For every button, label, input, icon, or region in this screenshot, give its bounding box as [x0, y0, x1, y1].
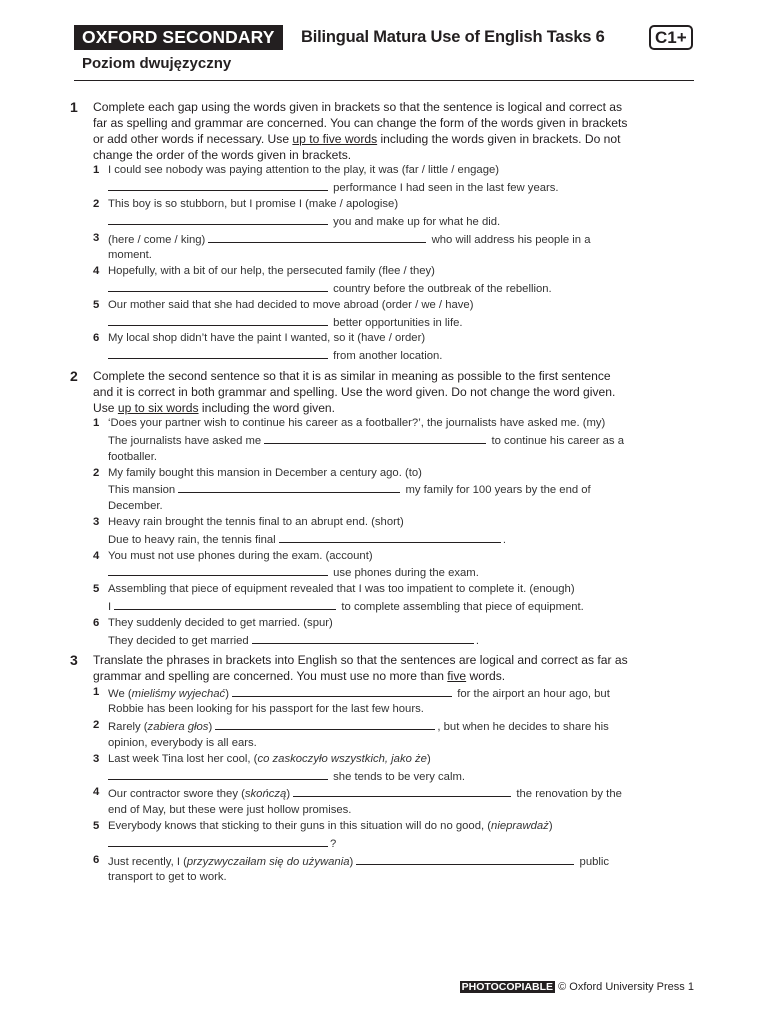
answer-gap[interactable]	[232, 685, 452, 697]
list-item: 5 Our mother said that she had decided to move abroad (order / we / have) better opportunities in life.	[93, 298, 474, 329]
task-instructions: Complete the second sentence so that it is as similar in meaning as possible to the first sentence and it is correct in both grammar and spelling. Use the word given. Do not change the word given. Use up to six words including the word given.	[93, 368, 616, 416]
page-footer	[460, 981, 694, 993]
list-item: 1 We (mieliśmy wyjechać) for the airport an hour ago, but Robbie has been looking for his passport for the last few hours.	[93, 685, 610, 716]
task-instructions: Translate the phrases in brackets into English so that the sentences are logical and correct as far as grammar and spelling are concerned. You must use no more than five words.	[93, 653, 628, 684]
answer-gap[interactable]	[279, 531, 501, 543]
answer-gap[interactable]	[108, 280, 328, 292]
answer-gap[interactable]	[108, 564, 328, 576]
level-badge: C1+	[649, 25, 693, 50]
list-item: 5 Everybody knows that sticking to their guns in this situation will do no good, (nieprawdaż) ?	[93, 819, 553, 850]
list-item: 6 My local shop didn’t have the paint I wanted, so it (have / order) from another location.	[93, 332, 443, 363]
item-list	[93, 685, 630, 887]
worksheet-content	[70, 99, 630, 886]
series-title: Bilingual Matura Use of English Tasks 6	[301, 28, 605, 46]
task-1	[70, 99, 630, 365]
list-item: 2 Rarely (zabiera głos) , but when he decides to share his opinion, everybody is all ears.	[93, 719, 609, 749]
answer-gap[interactable]	[252, 632, 474, 644]
list-item: 4 Our contractor swore they (skończą) the renovation by the end of May, but these were just hollow promises.	[93, 786, 622, 817]
task-number: 1	[70, 99, 78, 115]
list-item: 6 Just recently, I (przyzwyczaiłam się do używania) public transport to get to work.	[93, 853, 610, 884]
answer-gap[interactable]	[108, 179, 328, 191]
page-header	[74, 25, 694, 52]
answer-gap[interactable]	[108, 835, 328, 847]
answer-gap[interactable]	[108, 347, 328, 359]
answer-gap[interactable]	[108, 314, 328, 326]
task-number: 3	[70, 652, 78, 669]
list-item: 2 My family bought this mansion in December a century ago. (to) This mansion my family for 100 years by the end of December.	[93, 466, 591, 513]
page-number: 1	[687, 981, 694, 993]
item-list	[93, 163, 630, 365]
list-item: 6 They suddenly decided to get married. (spur) They decided to get married .	[93, 616, 479, 647]
photocopiable-badge: PHOTOCOPIABLE	[461, 981, 554, 993]
answer-gap[interactable]	[178, 481, 400, 493]
list-item: 4 You must not use phones during the exam. (account) use phones during the exam.	[93, 549, 479, 580]
list-item: 3 (here / come / king) who will address his people in a moment.	[93, 231, 591, 262]
list-item: 3 Heavy rain brought the tennis final to an abrupt end. (short) Due to heavy rain, the tennis final .	[93, 516, 506, 546]
task-2	[70, 368, 630, 649]
answer-gap[interactable]	[208, 231, 426, 243]
task-3	[70, 652, 630, 886]
answer-gap[interactable]	[293, 785, 511, 797]
answer-gap[interactable]	[356, 853, 574, 865]
header-divider	[74, 80, 694, 81]
list-item: 5 Assembling that piece of equipment revealed that I was too impatient to complete it. (enough) I to complete assembling that piece of equipment.	[93, 583, 584, 613]
task-number: 2	[70, 367, 78, 384]
list-item: 2 This boy is so stubborn, but I promise I (make / apologise) you and make up for what he did.	[93, 197, 501, 228]
answer-gap[interactable]	[264, 432, 486, 444]
list-item: 4 Hopefully, with a bit of our help, the persecuted family (flee / they) country before the outbreak of the rebellion.	[93, 265, 552, 295]
answer-gap[interactable]	[108, 768, 328, 780]
answer-gap[interactable]	[108, 213, 328, 225]
list-item: 1 ‘Does your partner wish to continue his career as a footballer?’, the journalists have asked me. (my) The journalists have asked me to continue his career as a footballer.	[93, 417, 625, 463]
answer-gap[interactable]	[215, 718, 435, 730]
answer-gap[interactable]	[114, 598, 336, 610]
item-list	[93, 416, 630, 649]
list-item: 1 I could see nobody was paying attention to the play, it was (far / little / engage) performance I had seen in the last few years.	[93, 164, 559, 195]
task-instructions: Complete each gap using the words given in brackets so that the sentence is logical and correct as far as spelling and grammar are concerned. You can change the form of the words given in brackets or add other words if necessary. Use up to five words including the words given in brackets. Do not change the order of the words given in brackets.	[93, 100, 628, 163]
brand-label: OXFORD SECONDARY	[74, 25, 283, 50]
copyright-text: © Oxford University Press	[558, 981, 685, 993]
page-subtitle: Poziom dwujęzyczny	[82, 55, 232, 72]
list-item: 3 Last week Tina lost her cool, (co zaskoczyło wszystkich, jako że) she tends to be very calm.	[93, 752, 466, 783]
